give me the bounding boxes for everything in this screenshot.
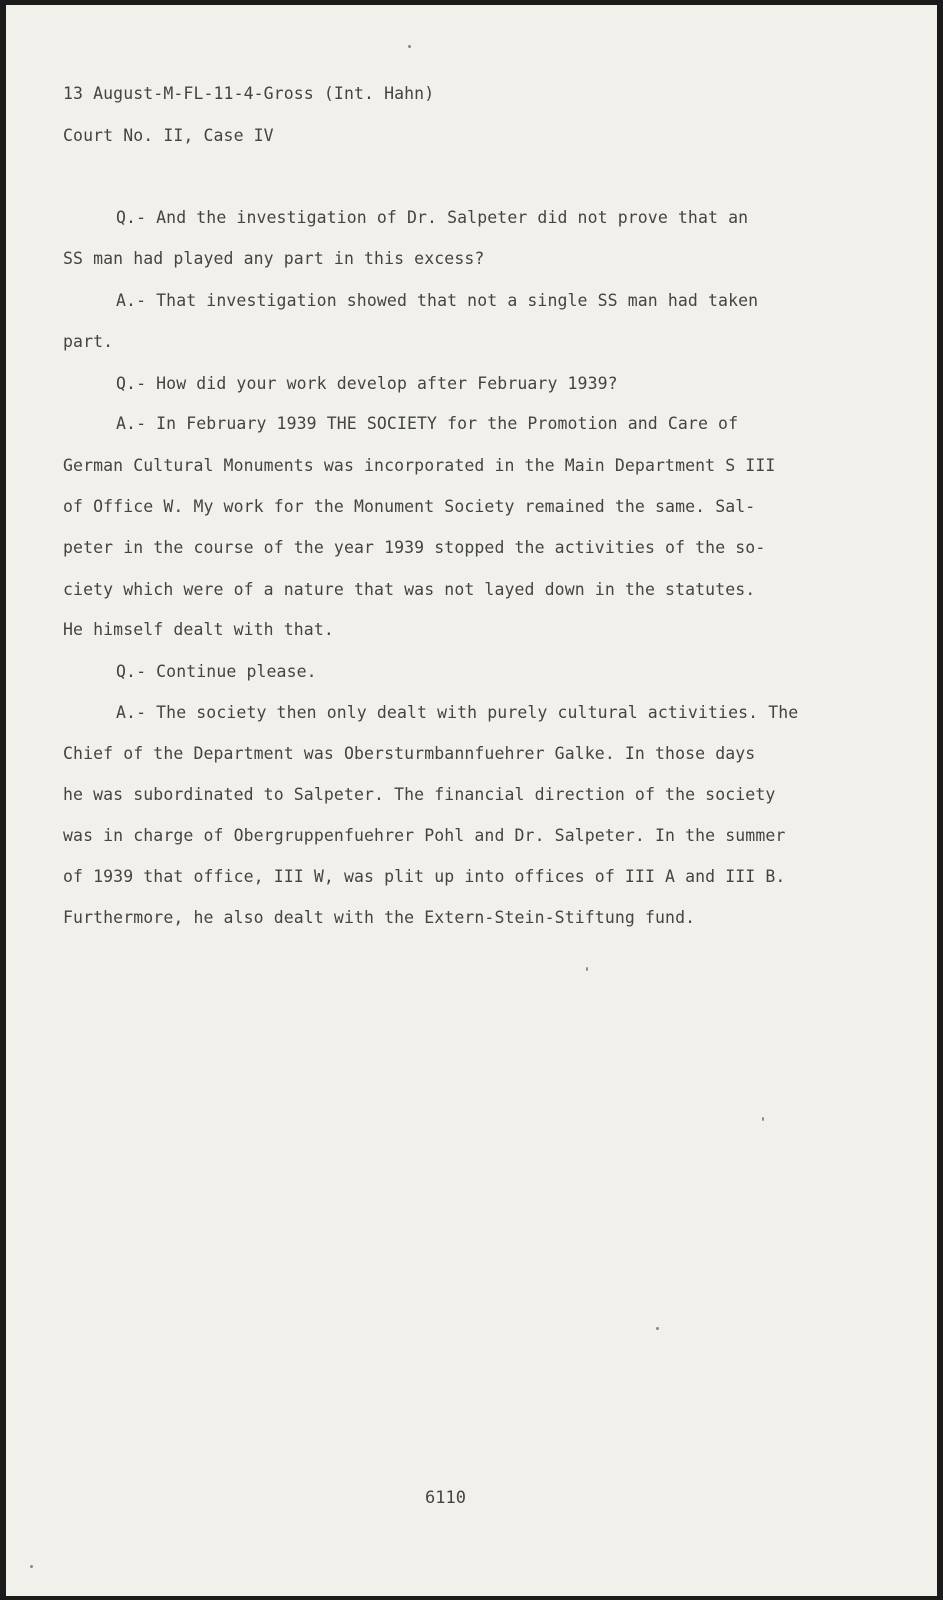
text-line: Q.- How did your work develop after February 1939? <box>116 374 618 393</box>
paper-speck <box>408 45 411 48</box>
paper-speck <box>656 1327 659 1330</box>
header-court: Court No. II, Case IV <box>63 126 274 145</box>
paper-speck <box>30 1565 33 1568</box>
text-line: Chief of the Department was Obersturmbannfuehrer Galke. In those days <box>63 744 756 763</box>
header-reference: 13 August-M-FL-11-4-Gross (Int. Hahn) <box>63 84 435 103</box>
text-line: A.- That investigation showed that not a single SS man had taken <box>116 291 759 310</box>
text-line: peter in the course of the year 1939 stopped the activities of the so- <box>63 538 766 557</box>
text-line: German Cultural Monuments was incorporated in the Main Department S III <box>63 456 776 475</box>
text-line: he was subordinated to Salpeter. The financial direction of the society <box>63 785 776 804</box>
paper-speck <box>762 1117 764 1121</box>
paper-speck <box>586 967 588 971</box>
text-line: Q.- And the investigation of Dr. Salpeter did not prove that an <box>116 208 749 227</box>
text-line: He himself dealt with that. <box>63 620 334 639</box>
page-number: 6110 <box>425 1488 466 1508</box>
text-line: A.- The society then only dealt with purely cultural activities. The <box>116 703 799 722</box>
text-line: A.- In February 1939 THE SOCIETY for the Promotion and Care of <box>116 414 739 433</box>
text-line: Furthermore, he also dealt with the Extern-Stein-Stiftung fund. <box>63 908 696 927</box>
text-line: was in charge of Obergruppenfuehrer Pohl and Dr. Salpeter. In the summer <box>63 826 786 845</box>
text-line: part. <box>63 332 114 351</box>
text-line: SS man had played any part in this excess? <box>63 249 485 268</box>
text-line: of 1939 that office, III W, was plit up into offices of III A and III B. <box>63 867 786 886</box>
document-page <box>6 5 937 1596</box>
text-line: ciety which were of a nature that was not layed down in the statutes. <box>63 580 756 599</box>
text-line: Q.- Continue please. <box>116 662 317 681</box>
text-line: of Office W. My work for the Monument Society remained the same. Sal- <box>63 497 756 516</box>
